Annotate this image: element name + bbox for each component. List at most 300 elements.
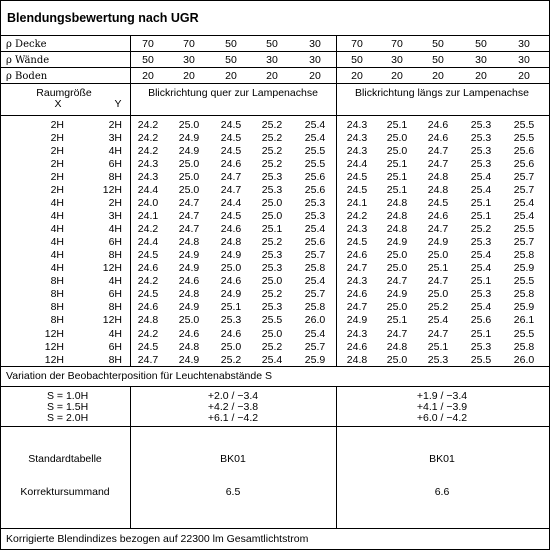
x-label: X bbox=[54, 98, 62, 110]
ugr-quer-value: 25.9 bbox=[304, 354, 326, 366]
ugr-laengs-value: 25.7 bbox=[513, 171, 535, 183]
ugr-laengs-value: 24.4 bbox=[346, 158, 368, 170]
ugr-quer-value: 25.2 bbox=[261, 341, 283, 353]
reflectance-value: 20 bbox=[391, 70, 403, 82]
footer-note: Korrigierte Blendindizes bezogen auf 22300 lm Gesamtlichtstrom bbox=[6, 533, 309, 545]
room-y-value: 2H bbox=[108, 197, 122, 209]
ugr-laengs-value: 25.1 bbox=[470, 210, 492, 222]
ugr-quer-value: 25.8 bbox=[304, 262, 326, 274]
ugr-laengs-value: 25.3 bbox=[470, 288, 492, 300]
ugr-laengs-value: 24.6 bbox=[346, 341, 368, 353]
room-y-value: 3H bbox=[108, 132, 122, 144]
ugr-laengs-value: 24.3 bbox=[346, 223, 368, 235]
rule-below-title bbox=[1, 35, 549, 36]
room-x-value: 4H bbox=[50, 223, 64, 235]
ugr-quer-value: 24.3 bbox=[137, 171, 159, 183]
ugr-laengs-value: 25.1 bbox=[386, 314, 408, 326]
ugr-quer-value: 24.2 bbox=[137, 119, 159, 131]
ugr-quer-value: 25.3 bbox=[304, 210, 326, 222]
ugr-laengs-value: 24.8 bbox=[427, 184, 449, 196]
room-x-value: 12H bbox=[44, 341, 64, 353]
ugr-quer-value: 25.3 bbox=[261, 249, 283, 261]
y-label: Y bbox=[114, 98, 122, 110]
room-y-value: 4H bbox=[108, 275, 122, 287]
ugr-quer-value: 24.6 bbox=[137, 262, 159, 274]
rule-below-variation-title bbox=[1, 386, 549, 387]
ugr-quer-value: 24.9 bbox=[178, 132, 200, 144]
ugr-quer-value: 24.4 bbox=[220, 197, 242, 209]
reflectance-value: 20 bbox=[475, 70, 487, 82]
laengs-direction-label: Blickrichtung längs zur Lampenachse bbox=[355, 87, 529, 99]
ugr-laengs-value: 25.5 bbox=[513, 132, 535, 144]
ugr-quer-value: 25.4 bbox=[304, 119, 326, 131]
ugr-quer-value: 25.0 bbox=[261, 197, 283, 209]
variation-laengs-value: +1.9 / −3.4 bbox=[416, 390, 468, 402]
room-x-value: 2H bbox=[50, 158, 64, 170]
ugr-laengs-value: 25.1 bbox=[470, 328, 492, 340]
reflectance-value: 30 bbox=[183, 54, 195, 66]
ugr-quer-value: 25.4 bbox=[304, 223, 326, 235]
ugr-quer-value: 24.7 bbox=[137, 354, 159, 366]
ugr-laengs-value: 24.6 bbox=[346, 249, 368, 261]
ugr-laengs-value: 26.0 bbox=[513, 354, 535, 366]
ugr-laengs-value: 24.7 bbox=[346, 301, 368, 313]
variation-title: Variation der Beobachterposition für Leuchtenabstände S bbox=[6, 370, 272, 382]
ugr-laengs-value: 25.0 bbox=[386, 132, 408, 144]
ugr-laengs-value: 25.3 bbox=[470, 236, 492, 248]
ugr-quer-value: 24.7 bbox=[220, 184, 242, 196]
ugr-quer-value: 24.9 bbox=[178, 145, 200, 157]
ugr-laengs-value: 25.3 bbox=[470, 132, 492, 144]
ugr-quer-value: 24.8 bbox=[178, 236, 200, 248]
room-x-value: 8H bbox=[50, 301, 64, 313]
variation-quer-value: +4.2 / −3.8 bbox=[207, 401, 259, 413]
room-x-value: 2H bbox=[50, 119, 64, 131]
ugr-laengs-value: 24.5 bbox=[346, 171, 368, 183]
ugr-quer-value: 25.0 bbox=[261, 328, 283, 340]
ugr-quer-value: 24.6 bbox=[220, 328, 242, 340]
reflectance-value: 50 bbox=[142, 54, 154, 66]
ugr-laengs-value: 25.7 bbox=[513, 184, 535, 196]
ugr-laengs-value: 24.3 bbox=[346, 119, 368, 131]
ugr-quer-value: 25.0 bbox=[220, 341, 242, 353]
ugr-laengs-value: 25.5 bbox=[513, 275, 535, 287]
ugr-laengs-value: 25.3 bbox=[470, 341, 492, 353]
ugr-laengs-value: 25.5 bbox=[470, 354, 492, 366]
vrule-center-data bbox=[336, 115, 337, 366]
ugr-laengs-value: 24.3 bbox=[346, 328, 368, 340]
room-y-value: 8H bbox=[108, 301, 122, 313]
room-x-value: 4H bbox=[50, 236, 64, 248]
ugr-laengs-value: 25.2 bbox=[470, 223, 492, 235]
reflectance-value: 50 bbox=[266, 38, 278, 50]
ugr-laengs-value: 25.1 bbox=[386, 171, 408, 183]
document-title: Blendungsbewertung nach UGR bbox=[7, 11, 199, 25]
reflectance-value: 20 bbox=[351, 70, 363, 82]
reflectance-value: 30 bbox=[475, 54, 487, 66]
reflectance-value: 50 bbox=[432, 54, 444, 66]
ugr-laengs-value: 24.7 bbox=[427, 158, 449, 170]
ugr-laengs-value: 25.4 bbox=[470, 184, 492, 196]
ugr-quer-value: 25.2 bbox=[261, 288, 283, 300]
variation-quer-value: +2.0 / −3.4 bbox=[207, 390, 259, 402]
ugr-quer-value: 25.4 bbox=[304, 328, 326, 340]
room-y-value: 12H bbox=[102, 262, 122, 274]
ugr-laengs-value: 25.9 bbox=[513, 262, 535, 274]
vrule-left-data bbox=[130, 115, 131, 366]
ugr-quer-value: 25.0 bbox=[178, 184, 200, 196]
vrule-center-header bbox=[336, 35, 337, 115]
ugr-quer-value: 24.2 bbox=[137, 223, 159, 235]
ugr-laengs-value: 24.7 bbox=[427, 145, 449, 157]
ugr-quer-value: 24.8 bbox=[137, 314, 159, 326]
ugr-quer-value: 24.5 bbox=[220, 132, 242, 144]
ugr-quer-value: 25.6 bbox=[304, 184, 326, 196]
ugr-laengs-value: 26.1 bbox=[513, 314, 535, 326]
ugr-quer-value: 25.7 bbox=[304, 288, 326, 300]
ugr-quer-value: 25.1 bbox=[261, 223, 283, 235]
ugr-quer-value: 25.2 bbox=[261, 236, 283, 248]
ugr-laengs-value: 25.0 bbox=[386, 145, 408, 157]
reflectance-value: 20 bbox=[432, 70, 444, 82]
ugr-quer-value: 25.0 bbox=[178, 119, 200, 131]
rule-below-header bbox=[1, 115, 549, 116]
vrule-center-bottom bbox=[336, 426, 337, 528]
reflectance-value: 50 bbox=[432, 38, 444, 50]
room-y-value: 6H bbox=[108, 288, 122, 300]
ugr-quer-value: 24.6 bbox=[178, 328, 200, 340]
ugr-laengs-value: 25.7 bbox=[513, 236, 535, 248]
rule-reflectance-1 bbox=[1, 51, 549, 52]
ugr-quer-value: 24.8 bbox=[220, 236, 242, 248]
ugr-quer-value: 24.2 bbox=[137, 275, 159, 287]
ugr-quer-value: 24.9 bbox=[220, 249, 242, 261]
ugr-quer-value: 25.0 bbox=[178, 158, 200, 170]
room-x-value: 2H bbox=[50, 132, 64, 144]
room-x-value: 12H bbox=[44, 328, 64, 340]
room-y-value: 2H bbox=[108, 119, 122, 131]
ugr-laengs-value: 24.7 bbox=[427, 223, 449, 235]
vrule-left-header bbox=[130, 35, 131, 115]
ugr-laengs-value: 25.8 bbox=[513, 341, 535, 353]
reflectance-label: ρ Decke bbox=[6, 39, 47, 50]
reflectance-label: ρ Wände bbox=[6, 55, 50, 66]
ugr-laengs-value: 24.9 bbox=[346, 314, 368, 326]
ugr-quer-value: 24.9 bbox=[220, 288, 242, 300]
ugr-laengs-value: 25.3 bbox=[470, 119, 492, 131]
ugr-laengs-value: 25.8 bbox=[513, 249, 535, 261]
ugr-laengs-value: 25.1 bbox=[427, 341, 449, 353]
room-y-value: 3H bbox=[108, 210, 122, 222]
reflectance-value: 70 bbox=[183, 38, 195, 50]
ugr-quer-value: 25.0 bbox=[220, 262, 242, 274]
ugr-laengs-value: 24.8 bbox=[427, 171, 449, 183]
room-y-value: 4H bbox=[108, 328, 122, 340]
variation-s-label: S = 2.0H bbox=[47, 412, 89, 424]
ugr-quer-value: 25.0 bbox=[261, 210, 283, 222]
ugr-quer-value: 24.6 bbox=[220, 223, 242, 235]
room-y-value: 8H bbox=[108, 354, 122, 366]
room-x-value: 2H bbox=[50, 171, 64, 183]
ugr-laengs-value: 25.1 bbox=[386, 119, 408, 131]
ugr-laengs-value: 25.5 bbox=[513, 223, 535, 235]
ugr-quer-value: 25.0 bbox=[178, 314, 200, 326]
ugr-laengs-value: 24.9 bbox=[386, 236, 408, 248]
ugr-quer-value: 24.6 bbox=[178, 275, 200, 287]
reflectance-value: 50 bbox=[475, 38, 487, 50]
reflectance-value: 50 bbox=[351, 54, 363, 66]
ugr-quer-value: 24.9 bbox=[178, 262, 200, 274]
ugr-quer-value: 25.2 bbox=[220, 354, 242, 366]
ugr-quer-value: 25.2 bbox=[261, 132, 283, 144]
ugr-laengs-value: 25.6 bbox=[513, 158, 535, 170]
quer-direction-label: Blickrichtung quer zur Lampenachse bbox=[148, 87, 318, 99]
ugr-laengs-value: 25.4 bbox=[470, 301, 492, 313]
ugr-quer-value: 24.6 bbox=[220, 158, 242, 170]
ugr-laengs-value: 25.8 bbox=[513, 288, 535, 300]
ugr-laengs-value: 24.5 bbox=[427, 197, 449, 209]
ugr-quer-value: 24.9 bbox=[178, 354, 200, 366]
ugr-quer-value: 24.9 bbox=[178, 249, 200, 261]
ugr-quer-value: 25.6 bbox=[304, 236, 326, 248]
ugr-quer-value: 24.5 bbox=[220, 145, 242, 157]
ugr-laengs-value: 25.9 bbox=[513, 301, 535, 313]
ugr-quer-value: 25.3 bbox=[220, 314, 242, 326]
ugr-quer-value: 24.5 bbox=[137, 249, 159, 261]
ugr-quer-value: 25.4 bbox=[304, 275, 326, 287]
ugr-laengs-value: 25.1 bbox=[470, 197, 492, 209]
room-y-value: 6H bbox=[108, 341, 122, 353]
room-x-value: 4H bbox=[50, 249, 64, 261]
ugr-laengs-value: 24.6 bbox=[427, 119, 449, 131]
variation-quer-value: +6.1 / −4.2 bbox=[207, 412, 259, 424]
correction-label: Korrektursummand bbox=[20, 486, 110, 498]
ugr-quer-value: 24.3 bbox=[137, 158, 159, 170]
reflectance-value: 20 bbox=[225, 70, 237, 82]
ugr-laengs-value: 25.3 bbox=[470, 145, 492, 157]
ugr-laengs-value: 24.7 bbox=[346, 262, 368, 274]
ugr-laengs-value: 25.3 bbox=[470, 158, 492, 170]
ugr-laengs-value: 25.5 bbox=[513, 119, 535, 131]
room-y-value: 8H bbox=[108, 171, 122, 183]
rule-reflectance-3 bbox=[1, 83, 549, 84]
ugr-laengs-value: 25.4 bbox=[427, 314, 449, 326]
ugr-laengs-value: 25.6 bbox=[470, 314, 492, 326]
ugr-laengs-value: 25.4 bbox=[513, 210, 535, 222]
ugr-quer-value: 25.5 bbox=[261, 314, 283, 326]
ugr-laengs-value: 24.5 bbox=[346, 184, 368, 196]
room-x-value: 4H bbox=[50, 210, 64, 222]
rule-reflectance-2 bbox=[1, 67, 549, 68]
ugr-quer-value: 25.1 bbox=[220, 301, 242, 313]
ugr-laengs-value: 24.8 bbox=[386, 223, 408, 235]
ugr-laengs-value: 24.8 bbox=[386, 197, 408, 209]
vrule-left-variation bbox=[130, 386, 131, 426]
ugr-quer-value: 25.4 bbox=[304, 132, 326, 144]
ugr-quer-value: 24.7 bbox=[178, 210, 200, 222]
ugr-quer-value: 25.8 bbox=[304, 301, 326, 313]
room-size-label: Raumgröße bbox=[36, 87, 92, 99]
ugr-quer-value: 24.5 bbox=[137, 288, 159, 300]
room-y-value: 12H bbox=[102, 314, 122, 326]
reflectance-value: 30 bbox=[518, 54, 530, 66]
variation-s-label: S = 1.0H bbox=[47, 390, 89, 402]
room-y-value: 4H bbox=[108, 145, 122, 157]
reflectance-value: 20 bbox=[183, 70, 195, 82]
correction-quer: 6.5 bbox=[225, 486, 241, 498]
ugr-laengs-value: 24.3 bbox=[346, 145, 368, 157]
ugr-laengs-value: 24.9 bbox=[427, 236, 449, 248]
ugr-laengs-value: 25.0 bbox=[386, 301, 408, 313]
ugr-laengs-value: 25.2 bbox=[427, 301, 449, 313]
ugr-quer-value: 24.7 bbox=[178, 223, 200, 235]
ugr-laengs-value: 25.1 bbox=[386, 184, 408, 196]
standard-table-quer: BK01 bbox=[220, 453, 246, 465]
ugr-quer-value: 24.1 bbox=[137, 210, 159, 222]
reflectance-value: 50 bbox=[225, 38, 237, 50]
rule-below-variation bbox=[1, 426, 549, 427]
ugr-quer-value: 24.8 bbox=[178, 341, 200, 353]
reflectance-value: 70 bbox=[351, 38, 363, 50]
ugr-quer-value: 25.3 bbox=[261, 171, 283, 183]
ugr-laengs-value: 24.3 bbox=[346, 132, 368, 144]
ugr-laengs-value: 25.0 bbox=[427, 249, 449, 261]
reflectance-value: 30 bbox=[391, 54, 403, 66]
reflectance-value: 20 bbox=[309, 70, 321, 82]
reflectance-value: 20 bbox=[518, 70, 530, 82]
room-y-value: 4H bbox=[108, 223, 122, 235]
standard-table-label: Standardtabelle bbox=[28, 453, 102, 465]
room-y-value: 12H bbox=[102, 184, 122, 196]
variation-laengs-value: +6.0 / −4.2 bbox=[416, 412, 468, 424]
room-x-value: 4H bbox=[50, 197, 64, 209]
ugr-laengs-value: 24.8 bbox=[386, 341, 408, 353]
reflectance-label: ρ Boden bbox=[6, 71, 48, 82]
ugr-laengs-value: 24.7 bbox=[386, 275, 408, 287]
room-x-value: 12H bbox=[44, 354, 64, 366]
ugr-laengs-value: 24.2 bbox=[346, 210, 368, 222]
ugr-quer-value: 25.3 bbox=[261, 301, 283, 313]
ugr-quer-value: 24.0 bbox=[137, 197, 159, 209]
vrule-left-bottom bbox=[130, 426, 131, 528]
ugr-laengs-value: 24.3 bbox=[346, 275, 368, 287]
ugr-laengs-value: 25.0 bbox=[427, 288, 449, 300]
ugr-laengs-value: 24.9 bbox=[386, 288, 408, 300]
ugr-laengs-value: 24.7 bbox=[427, 275, 449, 287]
ugr-laengs-value: 24.8 bbox=[346, 354, 368, 366]
ugr-laengs-value: 25.0 bbox=[386, 354, 408, 366]
ugr-quer-value: 25.3 bbox=[304, 197, 326, 209]
ugr-laengs-value: 24.1 bbox=[346, 197, 368, 209]
ugr-quer-value: 24.9 bbox=[178, 301, 200, 313]
ugr-quer-value: 25.0 bbox=[178, 171, 200, 183]
ugr-laengs-value: 25.5 bbox=[513, 328, 535, 340]
reflectance-value: 30 bbox=[266, 54, 278, 66]
ugr-laengs-value: 25.4 bbox=[513, 197, 535, 209]
ugr-laengs-value: 25.4 bbox=[470, 262, 492, 274]
ugr-quer-value: 24.2 bbox=[137, 328, 159, 340]
ugr-quer-value: 25.6 bbox=[304, 171, 326, 183]
reflectance-value: 50 bbox=[225, 54, 237, 66]
ugr-quer-value: 25.2 bbox=[261, 119, 283, 131]
ugr-laengs-value: 24.7 bbox=[427, 328, 449, 340]
ugr-laengs-value: 25.0 bbox=[386, 262, 408, 274]
rule-above-footer bbox=[1, 528, 549, 529]
ugr-quer-value: 24.5 bbox=[220, 210, 242, 222]
standard-table-laengs: BK01 bbox=[429, 453, 455, 465]
ugr-laengs-value: 24.6 bbox=[346, 288, 368, 300]
correction-laengs: 6.6 bbox=[434, 486, 450, 498]
ugr-quer-value: 24.5 bbox=[137, 341, 159, 353]
ugr-quer-value: 25.2 bbox=[261, 145, 283, 157]
ugr-quer-value: 25.5 bbox=[304, 158, 326, 170]
ugr-laengs-value: 25.6 bbox=[513, 145, 535, 157]
room-x-value: 2H bbox=[50, 145, 64, 157]
room-y-value: 6H bbox=[108, 236, 122, 248]
ugr-quer-value: 24.6 bbox=[220, 275, 242, 287]
room-x-value: 2H bbox=[50, 184, 64, 196]
ugr-quer-value: 24.2 bbox=[137, 132, 159, 144]
ugr-quer-value: 25.0 bbox=[261, 275, 283, 287]
ugr-laengs-value: 24.6 bbox=[427, 132, 449, 144]
variation-laengs-value: +4.1 / −3.9 bbox=[416, 401, 468, 413]
ugr-quer-value: 24.6 bbox=[137, 301, 159, 313]
ugr-quer-value: 24.7 bbox=[178, 197, 200, 209]
ugr-quer-value: 25.7 bbox=[304, 249, 326, 261]
ugr-quer-value: 24.4 bbox=[137, 236, 159, 248]
ugr-quer-value: 26.0 bbox=[304, 314, 326, 326]
ugr-laengs-value: 24.5 bbox=[346, 236, 368, 248]
ugr-laengs-value: 24.6 bbox=[427, 210, 449, 222]
room-x-value: 4H bbox=[50, 262, 64, 274]
ugr-quer-value: 24.7 bbox=[220, 171, 242, 183]
reflectance-value: 30 bbox=[309, 38, 321, 50]
ugr-quer-value: 25.2 bbox=[261, 158, 283, 170]
ugr-laengs-value: 24.8 bbox=[386, 210, 408, 222]
reflectance-value: 20 bbox=[266, 70, 278, 82]
ugr-laengs-value: 25.1 bbox=[427, 262, 449, 274]
ugr-laengs-value: 24.7 bbox=[386, 328, 408, 340]
room-y-value: 6H bbox=[108, 158, 122, 170]
variation-s-label: S = 1.5H bbox=[47, 401, 89, 413]
ugr-laengs-value: 25.1 bbox=[386, 158, 408, 170]
ugr-laengs-value: 25.1 bbox=[470, 275, 492, 287]
ugr-quer-value: 25.3 bbox=[261, 184, 283, 196]
room-x-value: 8H bbox=[50, 275, 64, 287]
ugr-quer-value: 25.7 bbox=[304, 341, 326, 353]
room-x-value: 8H bbox=[50, 314, 64, 326]
ugr-quer-value: 25.5 bbox=[304, 145, 326, 157]
ugr-laengs-value: 25.4 bbox=[470, 249, 492, 261]
room-y-value: 8H bbox=[108, 249, 122, 261]
reflectance-value: 30 bbox=[518, 38, 530, 50]
room-x-value: 8H bbox=[50, 288, 64, 300]
ugr-quer-value: 24.4 bbox=[137, 184, 159, 196]
ugr-laengs-value: 25.0 bbox=[386, 249, 408, 261]
ugr-laengs-value: 25.4 bbox=[470, 171, 492, 183]
ugr-quer-value: 24.2 bbox=[137, 145, 159, 157]
ugr-quer-value: 25.3 bbox=[261, 262, 283, 274]
reflectance-value: 20 bbox=[142, 70, 154, 82]
reflectance-value: 70 bbox=[142, 38, 154, 50]
reflectance-value: 30 bbox=[309, 54, 321, 66]
ugr-laengs-value: 25.3 bbox=[427, 354, 449, 366]
vrule-center-variation bbox=[336, 386, 337, 426]
ugr-quer-value: 24.5 bbox=[220, 119, 242, 131]
reflectance-value: 70 bbox=[391, 38, 403, 50]
ugr-quer-value: 25.4 bbox=[261, 354, 283, 366]
ugr-quer-value: 24.8 bbox=[178, 288, 200, 300]
